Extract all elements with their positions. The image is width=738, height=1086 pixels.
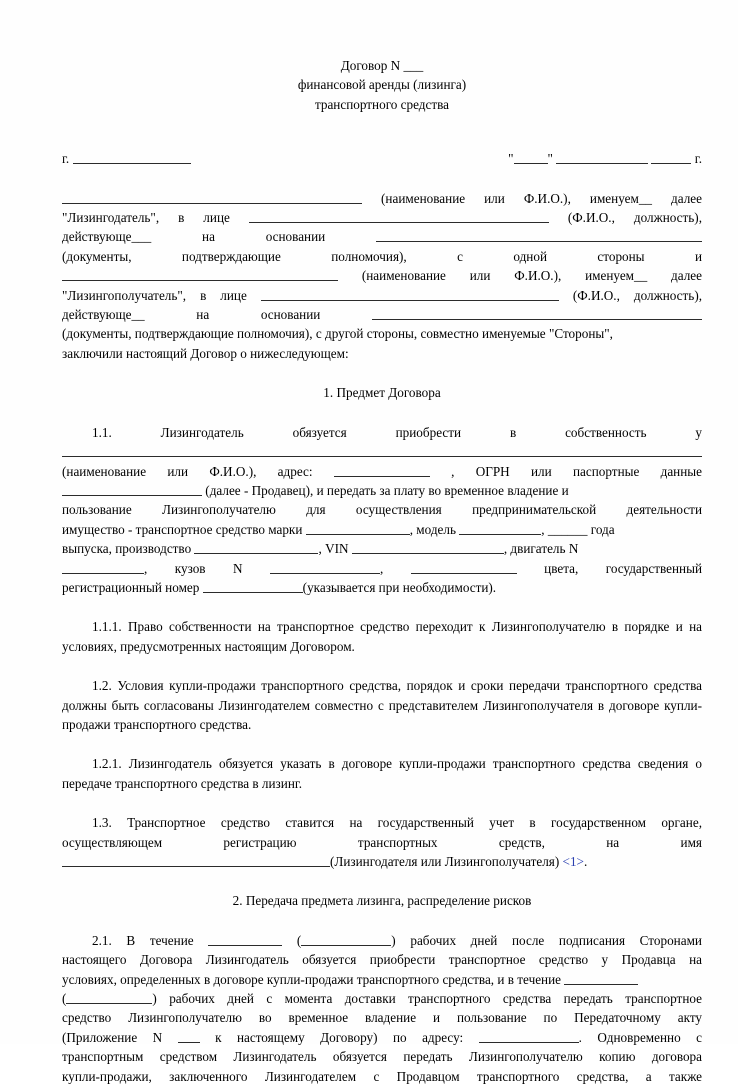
title-line-3: транспортного средства [314,96,450,112]
vehicle-body-line: , кузов N , цвета, государственный [62,559,702,578]
clause-1-1-first-line [62,423,702,442]
vehicle-mark-label: имущество - транспортное средство марки [62,521,303,537]
appendix-prefix: (Приложение N [62,1029,163,1045]
seller-details-line [62,462,702,481]
lessor-basis-blank[interactable] [376,228,702,242]
month-blank[interactable] [556,150,648,164]
seller-full-blank-line [62,442,702,461]
spacer [62,130,702,149]
lessor-name-caption: (наименование или Ф.И.О.), именуем__ далее [381,190,702,206]
vehicle-production-label: выпуска, производство [62,541,192,557]
vehicle-mark-blank[interactable] [306,521,410,535]
clause-2-1-line-6 [62,1028,702,1047]
year-blank[interactable] [651,150,691,164]
registration-name-blank[interactable] [62,853,330,867]
appendix-mid: к настоящему Договору) по адресу: [215,1029,464,1045]
seller-ogrn-text: , ОГРН или паспортные данные [451,463,703,479]
spacer [62,734,702,754]
spacer [62,169,702,189]
vehicle-color-label: цвета, государственный [544,560,702,576]
delivery-days-digit-blank[interactable] [564,971,638,985]
city-label: г. [62,151,70,167]
paren-open-2: ( [62,991,67,1007]
spacer [62,911,702,931]
spacer [62,403,702,423]
city-date-row [62,149,702,168]
paren-close-2: ) [152,991,157,1007]
clause-2-1-line4-text: рабочих дней с момента доставки транспортного средства передать транспортное [169,991,702,1007]
lessor-documents-line: (документы, подтверждающие полномочия), с одной стороны и [62,248,702,264]
clause-1-2-1: 1.2.1. Лизингодатель обязуется указать в договоре купли-продажи транспортного средства сведения о передаче транспортного средства в лизинг. [62,756,702,791]
seller-caption: (наименование или Ф.И.О.), адрес: [62,463,313,479]
seller-tail-line [62,481,702,500]
delivery-address-blank[interactable] [479,1029,579,1043]
clause-1-2: 1.2. Условия купли-продажи транспортного средства, порядок и сроки передачи транспортного средства должны быть согласованы Лизингодателем совместно с представителем Лизингополучателя в договоре купли-продажи транспортного средства. [62,678,702,732]
lessor-acting-label: действующе___ на основании [62,229,326,245]
city-field [62,149,191,168]
quote-close: " [547,151,553,167]
lessee-person-line [62,286,702,305]
delivery-days-words-blank[interactable] [66,990,152,1004]
title-line-2: финансовой аренды (лизинга) [297,77,467,93]
day-blank[interactable] [514,150,548,164]
clause-2-1-line3-text: условиях, определенных в договоре купли-продажи транспортного средства, и в течение [62,971,562,987]
clause-2-1-line-7: транспортным средством Лизингодатель обязуется передать Лизингополучателю копию договора [62,1049,702,1065]
seller-address-blank[interactable] [334,463,430,477]
vehicle-regnum-blank[interactable] [203,579,303,593]
clause-2-1-part3: рабочих дней после подписания Сторонами [410,932,702,948]
clause-2-1-number: 2.1. [92,932,112,948]
spacer [62,656,702,676]
lessee-name-line [62,266,702,285]
vehicle-color-blank[interactable] [411,560,517,574]
vehicle-engine-blank[interactable] [62,560,144,574]
paren-close-1: ) [391,932,396,948]
lessor-label: "Лизингодатель", в лице [62,210,230,226]
lessee-documents-line: (документы, подтверждающие полномочия), с другой стороны, совместно именуемые "Стороны", [62,326,613,342]
lessee-acting-label: действующе__ на основании [62,307,321,323]
lessor-name-blank[interactable] [62,190,362,204]
usage-purpose-line: пользование Лизингополучателю для осуществления предпринимательской деятельности [62,502,702,518]
vehicle-vin-blank[interactable] [352,540,504,554]
spacer [62,793,702,813]
clause-1-3-line-1: 1.3. Транспортное средство ставится на государственный учет в государственном органе, [92,815,702,831]
lessee-basis-blank[interactable] [372,306,702,320]
vehicle-vin-label: , VIN [318,541,349,557]
quote-open: " [508,151,514,167]
days-digit-blank[interactable] [208,932,282,946]
lessee-label: "Лизингополучатель", в лице [62,287,247,303]
lessee-person-blank[interactable] [261,287,559,301]
clause-2-1-line-8: купли-продажи, заключенного Лизингодателем с Продавцом транспортного средства, а также [62,1068,702,1084]
vehicle-model-blank[interactable] [459,521,541,535]
vehicle-production-blank[interactable] [194,540,318,554]
vehicle-body-blank[interactable] [270,560,380,574]
clause-2-1-line-3 [62,970,702,989]
clause-1-1-1: 1.1.1. Право собственности на транспортное средство переходит к Лизингополучателю в порядке и на условиях, предусмотренных настоящим Договором. [62,619,702,654]
clause-1-3-caption: (Лизингодателя или Лизингополучателя) [330,854,560,869]
date-field [508,149,702,168]
clause-2-1-line-5: средство Лизингополучателю во временное владение и пользование по Передаточному акту [62,1010,702,1026]
days-words-blank[interactable] [301,932,391,946]
document-body [62,56,702,1086]
lessee-basis-line [62,305,702,324]
clause-1-3-line-3 [62,852,702,871]
clause-1-1-number: 1.1. [92,424,112,440]
spacer [62,871,702,891]
vehicle-engine-label: , двигатель N [503,541,579,557]
section-2-heading: 2. Передача предмета лизинга, распределение рисков [232,893,532,909]
clause-1-3-line-2: осуществляющем регистрацию транспортных средств, на имя [62,834,702,850]
vehicle-model-label: , модель [409,521,456,537]
lessee-name-caption: (наименование или Ф.И.О.), именуем__ далее [361,268,702,284]
lessor-name-line [62,189,702,208]
appendix-number-blank[interactable] [178,1029,200,1043]
clause-2-1-part1: В течение [126,932,194,948]
lessor-basis-line [62,227,702,246]
vehicle-regnum-note: (указывается при необходимости). [302,579,497,595]
footnote-reference-1[interactable]: <1> [562,854,584,869]
lessor-person-line [62,208,702,227]
seller-name-blank[interactable] [62,443,702,457]
clause-2-1-line-1 [62,931,702,950]
vehicle-body-label: , кузов N [144,560,243,576]
title-line-1: Договор N ___ [340,58,424,73]
clause-1-1-text: Лизингодатель обязуется приобрести в собственность у [160,424,702,440]
seller-tail-text: (далее - Продавец), и передать за плату во временное владение и [205,482,569,498]
vehicle-year-label: , ______ года [541,521,615,537]
vehicle-mark-line [62,520,702,539]
seller-ogrn-blank[interactable] [62,482,202,496]
year-suffix: г. [694,151,702,167]
lessee-fio-caption: (Ф.И.О., должность), [572,287,703,303]
clause-2-1-line-2: настоящего Договора Лизингодатель обязуется приобрести транспортное средство у Продавца на [62,952,702,968]
spacer [62,363,702,383]
lessor-fio-caption: (Ф.И.О., должность), [567,210,702,226]
clause-2-1-line-4 [62,989,702,1008]
lessee-name-blank[interactable] [62,267,338,281]
vehicle-regnum-label: регистрационный номер [62,579,200,595]
document-title [62,56,702,114]
section-1-heading: 1. Предмет Договора [323,385,441,401]
lessor-person-blank[interactable] [249,209,549,223]
clause-1-3-period: . [584,854,588,869]
city-blank[interactable] [73,150,191,164]
vehicle-regnum-line [62,578,702,597]
spacer [62,597,702,617]
vehicle-production-line [62,539,702,558]
paren-open-1: ( [296,932,302,948]
preamble-conclusion: заключили настоящий Договор о нижеследующем: [62,345,349,361]
appendix-tail: . Одновременно с [578,1029,703,1045]
